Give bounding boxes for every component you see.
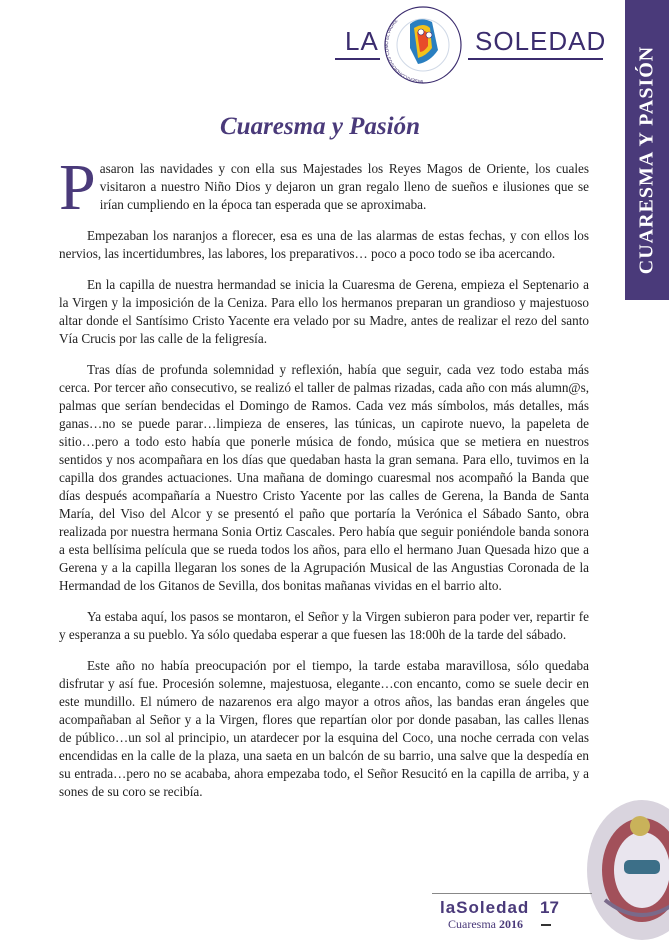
header-word-soledad: SOLEDAD: [475, 26, 607, 56]
sidebar-label: CUARESMA Y PASIÓN: [635, 45, 658, 275]
seal-lettering: MISERICORDIOSOS COMO EL PADRE: [384, 18, 424, 85]
page-number: 17: [540, 898, 559, 917]
paragraph-4: Tras días de profunda solemnidad y reflexión, había que seguir, cada vez todo estaba más cerca. Por tercer año consecutivo, se realizó el taller de palmas rizadas, cada año con más alumn@s, palmas que serían bendecidas el Domingo de Ramos. Cada vez más símbolos, más detalles, más ganas…no se puede parar…limpieza de enseres, las túnicas, un capirote nuevo, la papeleta de sitio…pero a todo esto había que ponerle música de fondo, música que se metiera en nuestros sentidos y nos acompañara en los días que quedaban hasta la gran semana. Para ello, tuvimos en la capilla dos grandes actuaciones. Una mañana de domingo cuaresmal nos acompañó la Banda que días después acompañaría a Nuestro Cristo Yacente por las calles de Gerena, la Banda de Santa María, del Viso del Alcor y se presentó el paño que portaría la Verónica el Sábado Santo, obra realizada por nuestra hermana Sonia Ortiz Cascales. Pero había que seguir poniéndole banda sonora a esta bellísima película que se rueda todos los años, para ello el hermano Juan Quesada hizo que a Gerena y a la capilla llegaran los sones de la Agrupación Musical de las Angustias Coronada de la Hermandad de los Gitanos de Sevilla, dos bonitas mañanas vividas en el barrio alto.: [59, 362, 589, 593]
dropcap: P: [59, 151, 96, 224]
article-title: Cuaresma y Pasión: [219, 113, 421, 140]
paragraph-1: [59, 151, 589, 224]
header-rule-right: [468, 58, 603, 60]
footer-issue-label: Cuaresma: [448, 917, 496, 931]
page-number-dash: [541, 924, 551, 926]
footer-year: 2016: [498, 917, 523, 931]
footer-issue: [448, 917, 523, 932]
jubilee-seal-icon: [380, 2, 466, 88]
paragraph-6: Este año no había preocupación por el tiempo, la tarde estaba maravillosa, sólo quedaba disfrutar y así fue. Procesión solemne, majestuosa, elegante…con encanto, como se suele decir en este mundillo. El número de nazarenos era algo mayor a otros años, las bandas eran ángeles que acompañaban al Señor y a la Virgen, flores que repartían olor por donde pasaban, las calles llenas de público…un sol al principio, un atardecer por la esquina del Coco, una noche cerrada con velas encendidas en la calle de la plaza, una saeta en un balcón de su barrio, una salve que la despedía en su entrada…pero no se acababa, ahora empezaba todo, el Señor Resucitó en la capilla de arriba, y a sones de su coro se recibía.: [59, 658, 589, 799]
header-word-la: LA: [345, 26, 379, 56]
footer-magazine: laSoledad: [440, 898, 530, 917]
article-body: [59, 151, 589, 814]
footer-rule: [432, 893, 592, 894]
paragraph-1-text: asaron las navidades y con ella sus Majestades los Reyes Magos de Oriente, los cuales visitaron a nuestro Niño Dios y dejaron un gran regalo lleno de sueños e ilusiones que se irían cumpliendo en la época tan esperada que se aproximaba.: [99, 161, 589, 212]
paragraph-2: Empezaban los naranjos a florecer, esa es una de las alarmas de estas fechas, y con ellos los nervios, las incertidumbres, las labores, los preparativos… poco a poco todo se iba acercando.: [59, 228, 589, 261]
hermandad-crest-icon: [580, 790, 669, 950]
paragraph-3: En la capilla de nuestra hermandad se inicia la Cuaresma de Gerena, empieza el Septenario a la Virgen y la imposición de la Ceniza. Para ello los hermanos preparan un grandioso y majestuoso altar donde el Santísimo Cristo Yacente era velado por su Madre, antes de realizar el rezo del santo Vía Crucis por las calle de la feligresía.: [59, 277, 589, 346]
paragraph-5: Ya estaba aquí, los pasos se montaron, el Señor y la Virgen subieron para poder ver, repartir fe y esperanza a su pueblo. Ya sólo quedaba esperar a que fuesen las 18:00h de la tarde del sábado.: [59, 609, 589, 642]
header-rule-left: [335, 58, 380, 60]
